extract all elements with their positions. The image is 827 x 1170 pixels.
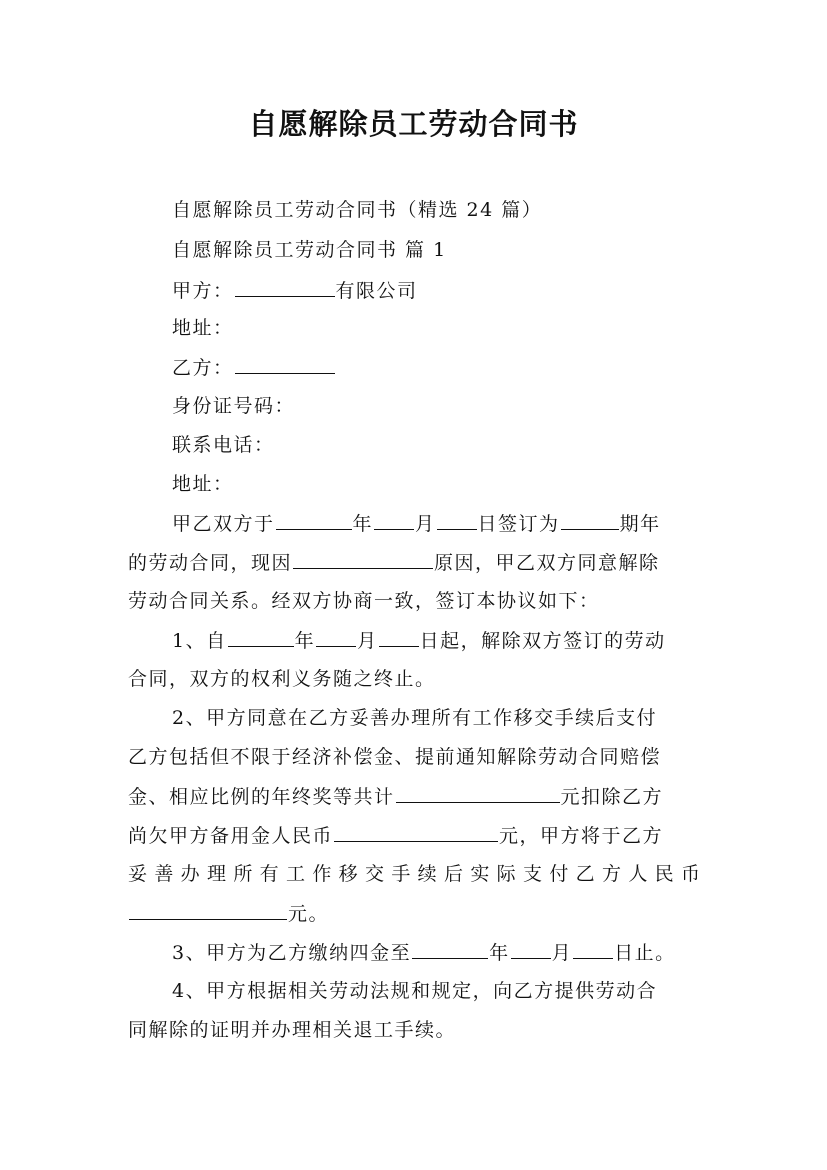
phone-label: 联系电话： [172, 434, 275, 456]
intro-text: 原因，甲乙双方同意解除 [434, 552, 660, 574]
clause-text: 金、相应比例的年终奖等共计 [128, 786, 395, 808]
document-subtitle: 自愿解除员工劳动合同书（精选 24 篇） [172, 199, 543, 221]
month-label: 月 [415, 513, 436, 535]
petty-cash-blank [334, 823, 498, 842]
address-label-1: 地址： [172, 317, 234, 339]
clause-1-line-2: 合同，双方的权利义务随之终止。 [128, 668, 436, 690]
clause-2-line-2: 乙方包括但不限于经济补偿金、提前通知解除劳动合同赔偿 [128, 746, 662, 768]
clause-text: 元。 [288, 903, 330, 925]
intro-line-1 [172, 511, 661, 536]
month-blank [511, 940, 551, 959]
reason-blank [293, 550, 433, 569]
clause-2-line-6 [128, 901, 329, 926]
day-label: 日签订为 [477, 513, 560, 535]
month-label: 月 [357, 630, 378, 652]
intro-line-3: 劳动合同关系。经双方协商一致，签订本协议如下： [128, 590, 600, 612]
clause-2-line-1: 2、甲方同意在乙方妥善办理所有工作移交手续后支付 [172, 707, 658, 729]
day-blank [437, 511, 477, 530]
party-b-blank [235, 355, 335, 374]
term-label: 期年 [619, 513, 661, 535]
month-blank [374, 511, 414, 530]
total-amount-blank [396, 784, 560, 803]
actual-payment-blank [129, 901, 287, 920]
month-label: 月 [551, 942, 573, 964]
party-b-line [172, 355, 336, 380]
clause-text: 日止。 [614, 942, 676, 964]
clause-2-line-4 [128, 823, 663, 848]
term-blank [561, 511, 619, 530]
chapter-heading: 自愿解除员工劳动合同书 篇 1 [172, 239, 447, 261]
clause-text: 尚欠甲方备用金人民币 [128, 825, 334, 847]
clause-text: 元，甲方将于乙方 [499, 825, 664, 847]
intro-text: 甲乙双方于 [172, 513, 275, 535]
party-a-label: 甲方： [172, 280, 234, 302]
document-title: 自愿解除员工劳动合同书 [248, 107, 579, 141]
year-blank [276, 511, 352, 530]
year-label: 年 [352, 513, 374, 535]
party-a-line [172, 278, 418, 303]
clause-4-line-1: 4、甲方根据相关劳动法规和规定，向乙方提供劳动合 [172, 980, 658, 1002]
id-number-label: 身份证号码： [172, 395, 296, 417]
clause-text: 元扣除乙方 [560, 786, 664, 808]
day-blank [573, 940, 613, 959]
clause-text: 3、甲方为乙方缴纳四金至 [172, 942, 412, 964]
clause-text: 日起，解除双方签订的劳动 [419, 630, 666, 652]
address-label-2: 地址： [172, 473, 234, 495]
clause-2-line-3 [128, 784, 663, 809]
clause-3-line [172, 940, 676, 965]
party-b-label: 乙方： [172, 357, 234, 379]
month-blank [316, 628, 356, 647]
party-a-blank [235, 278, 335, 297]
clause-2-line-5: 妥善办理所有工作移交手续后实际支付乙方人民币 [128, 863, 704, 885]
clause-4-line-2: 同解除的证明并办理相关退工手续。 [128, 1019, 457, 1041]
year-blank [412, 940, 488, 959]
year-label: 年 [489, 942, 510, 964]
year-label: 年 [294, 630, 316, 652]
day-blank [379, 628, 419, 647]
party-a-suffix: 有限公司 [335, 280, 418, 302]
clause-1-line-1 [172, 628, 666, 653]
year-blank [228, 628, 294, 647]
intro-text: 的劳动合同，现因 [128, 552, 293, 574]
clause-text: 1、自 [172, 630, 227, 652]
intro-line-2 [128, 550, 660, 575]
